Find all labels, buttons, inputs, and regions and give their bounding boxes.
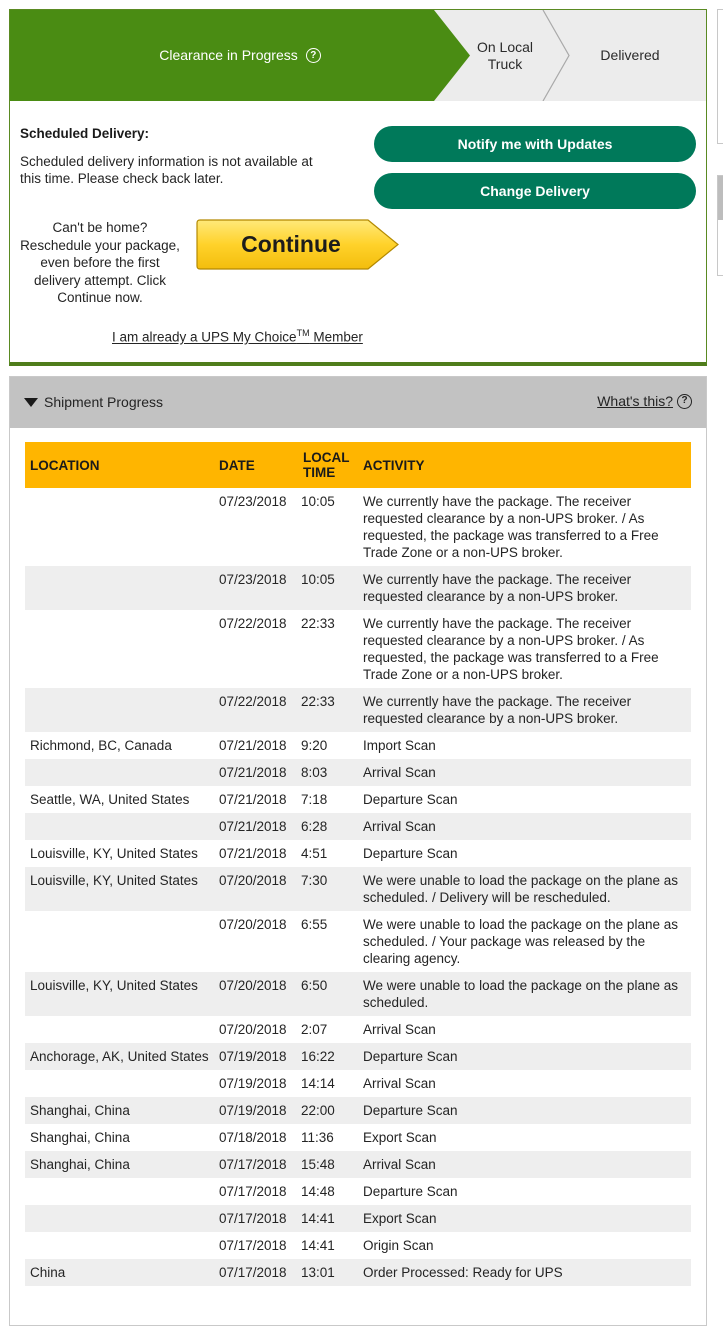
- cell-location: [25, 1205, 214, 1232]
- cell-activity: Export Scan: [363, 1130, 437, 1145]
- scheduled-delivery-title: Scheduled Delivery:: [20, 126, 150, 141]
- table-row: [25, 1178, 691, 1205]
- cell-time: 14:14: [301, 1076, 335, 1091]
- table-row: [25, 688, 691, 732]
- table-row: [25, 1097, 691, 1124]
- cell-activity: Arrival Scan: [358, 1151, 691, 1178]
- cell-date: 07/21/2018: [219, 738, 287, 753]
- cell-activity: We were unable to load the package on the plane as scheduled. / Delivery will be rescheduled.: [358, 867, 691, 911]
- cell-date: 07/20/2018: [214, 972, 298, 1016]
- cell-activity: Arrival Scan: [363, 1076, 436, 1091]
- table-row: [25, 488, 691, 566]
- continue-button[interactable]: [196, 219, 400, 271]
- table-row: [25, 566, 691, 610]
- cell-activity: Arrival Scan: [363, 1022, 436, 1037]
- cell-time: 14:41: [301, 1238, 335, 1253]
- cell-date: 07/17/2018: [214, 1205, 298, 1232]
- delivery-status-card: [9, 9, 707, 366]
- cell-time: 10:05: [301, 494, 335, 509]
- cell-location: China: [25, 1259, 214, 1286]
- cell-time: 8:03: [298, 759, 358, 786]
- delivery-progress-bar: [10, 10, 706, 101]
- table-row: [25, 840, 691, 867]
- column-header-time: TIME: [303, 465, 336, 480]
- table-row: [25, 1205, 691, 1232]
- continue-label: Continue: [241, 230, 341, 257]
- cell-activity: We currently have the package. The receiver requested clearance by a non-UPS broker.: [358, 688, 691, 732]
- reschedule-promo-text: Can't be home? Reschedule your package, even before the first delivery attempt. Click Continue now.: [20, 220, 180, 305]
- help-icon[interactable]: ?: [306, 48, 321, 63]
- cell-date: 07/18/2018: [219, 1130, 287, 1145]
- cell-activity: We currently have the package. The receiver requested clearance by a non-UPS broker.: [358, 566, 691, 610]
- table-row: [25, 1016, 691, 1043]
- shipment-progress-table: [25, 442, 691, 1286]
- cell-location: Louisville, KY, United States: [25, 972, 214, 1016]
- cell-location: Richmond, BC, Canada: [30, 738, 172, 753]
- cell-activity: Import Scan: [363, 738, 436, 753]
- cell-time: 13:01: [298, 1259, 358, 1286]
- cell-location: [25, 610, 214, 688]
- cell-date: 07/19/2018: [219, 1076, 287, 1091]
- shipment-progress-header: [10, 377, 706, 428]
- cell-date: 07/17/2018: [219, 1238, 287, 1253]
- cell-time: 6:28: [298, 813, 358, 840]
- mychoice-link-text: I am already a UPS My Choice: [112, 329, 297, 345]
- cell-date: 07/21/2018: [214, 813, 298, 840]
- cell-time: 22:00: [298, 1097, 358, 1124]
- cell-time: 2:07: [301, 1022, 328, 1037]
- step-truck-label: On Local Truck: [476, 38, 534, 72]
- cell-time: 9:20: [301, 738, 328, 753]
- cell-date: 07/17/2018: [214, 1259, 298, 1286]
- step-clearance-label: Clearance in Progress: [159, 47, 298, 63]
- cell-location: Shanghai, China: [30, 1130, 130, 1145]
- cell-date: 07/21/2018: [219, 792, 287, 807]
- table-row: [25, 972, 691, 1016]
- cell-date: 07/19/2018: [214, 1097, 298, 1124]
- cell-time: 10:05: [298, 566, 358, 610]
- cell-date: 07/23/2018: [219, 494, 287, 509]
- cell-location: [25, 759, 214, 786]
- cell-time: 4:51: [301, 846, 328, 861]
- shipment-progress-toggle[interactable]: [24, 394, 163, 410]
- cell-activity: Departure Scan: [363, 1184, 458, 1199]
- table-row: [25, 911, 691, 972]
- cell-location: [25, 1232, 214, 1259]
- cell-date: 07/20/2018: [214, 867, 298, 911]
- cell-date: 07/19/2018: [214, 1043, 298, 1070]
- step-delivered: [570, 10, 690, 101]
- column-header-date: DATE: [214, 442, 298, 488]
- cell-date: 07/20/2018: [219, 917, 287, 932]
- whats-this-link[interactable]: [597, 393, 692, 409]
- table-header-row: [25, 442, 691, 488]
- whats-this-label: What's this?: [597, 393, 673, 409]
- cell-activity: We currently have the package. The receiver requested clearance by a non-UPS broker. / As requested, the package was transferred to a Free Trade Zone or a non-UPS broker.: [363, 616, 659, 682]
- cell-time: 6:55: [301, 917, 328, 932]
- table-row: [25, 1043, 691, 1070]
- table-row: [25, 1259, 691, 1286]
- collapse-triangle-icon: [24, 398, 38, 407]
- cell-activity: Origin Scan: [363, 1238, 434, 1253]
- table-row: [25, 732, 691, 759]
- cell-location: [25, 1178, 214, 1205]
- cell-activity: Arrival Scan: [358, 813, 691, 840]
- cell-location: [25, 813, 214, 840]
- cell-date: 07/17/2018: [219, 1184, 287, 1199]
- cell-date: 07/22/2018: [214, 688, 298, 732]
- cell-activity: We currently have the package. The receiver requested clearance by a non-UPS broker. / As requested, the package was transferred to a Free Trade Zone or a non-UPS broker.: [363, 494, 659, 560]
- cell-date: 07/22/2018: [219, 616, 287, 631]
- cell-activity: Departure Scan: [358, 1043, 691, 1070]
- help-icon: ?: [677, 394, 692, 409]
- cell-time: 7:18: [301, 792, 328, 807]
- shipment-progress-panel: [9, 376, 707, 1326]
- table-row: [25, 813, 691, 840]
- table-row: [25, 867, 691, 911]
- cell-date: 07/20/2018: [219, 1022, 287, 1037]
- cell-date: 07/23/2018: [214, 566, 298, 610]
- cell-location: Louisville, KY, United States: [25, 867, 214, 911]
- cell-time: 14:41: [298, 1205, 358, 1232]
- cell-time: 11:36: [301, 1130, 334, 1145]
- cell-location: [25, 688, 214, 732]
- cell-location: [25, 566, 214, 610]
- step-delivered-label: Delivered: [600, 47, 660, 63]
- cell-time: 6:50: [298, 972, 358, 1016]
- cell-location: [25, 911, 214, 972]
- cell-activity: Departure Scan: [358, 1097, 691, 1124]
- cell-activity: Departure Scan: [363, 792, 458, 807]
- column-header-location: LOCATION: [25, 442, 214, 488]
- cell-activity: Departure Scan: [363, 846, 458, 861]
- cell-activity: We were unable to load the package on the plane as scheduled. / Your package was released by the clearing agency.: [363, 917, 678, 966]
- scheduled-delivery-text: Scheduled delivery information is not available at this time. Please check back later.: [20, 154, 313, 186]
- mychoice-link-suffix: Member: [309, 329, 363, 345]
- cell-location: Shanghai, China: [25, 1151, 214, 1178]
- cell-time: 15:48: [298, 1151, 358, 1178]
- cell-location: Louisville, KY, United States: [30, 846, 198, 861]
- cell-activity: Export Scan: [358, 1205, 691, 1232]
- mychoice-member-link[interactable]: [112, 328, 363, 345]
- cell-time: 22:33: [301, 616, 335, 631]
- side-panel-edge: [717, 9, 723, 144]
- change-delivery-button[interactable]: Change Delivery: [374, 173, 696, 209]
- table-row: [25, 786, 691, 813]
- trademark-mark: TM: [296, 328, 310, 338]
- column-header-activity: ACTIVITY: [358, 442, 691, 488]
- side-panel-edge-lower: [717, 175, 723, 276]
- cell-time: 22:33: [298, 688, 358, 732]
- column-header-local: LOCAL: [303, 450, 350, 465]
- cell-activity: Order Processed: Ready for UPS: [358, 1259, 691, 1286]
- shipment-progress-title: Shipment Progress: [44, 394, 164, 410]
- table-row: [25, 1232, 691, 1259]
- cell-location: [25, 1016, 214, 1043]
- cell-location: Shanghai, China: [25, 1097, 214, 1124]
- step-on-local-truck: [465, 10, 545, 101]
- table-row: [25, 759, 691, 786]
- cell-date: 07/21/2018: [214, 759, 298, 786]
- cell-location: Anchorage, AK, United States: [25, 1043, 214, 1070]
- table-row: [25, 1070, 691, 1097]
- cell-location: Seattle, WA, United States: [30, 792, 190, 807]
- cell-time: 7:30: [298, 867, 358, 911]
- table-row: [25, 1124, 691, 1151]
- notify-updates-button[interactable]: Notify me with Updates: [374, 126, 696, 162]
- cell-activity: We were unable to load the package on the plane as scheduled.: [358, 972, 691, 1016]
- table-row: [25, 1151, 691, 1178]
- step-clearance: [10, 10, 470, 101]
- cell-date: 07/17/2018: [214, 1151, 298, 1178]
- cell-location: [25, 1070, 214, 1097]
- column-header-local-time: [298, 442, 358, 488]
- cell-activity: Arrival Scan: [358, 759, 691, 786]
- table-row: [25, 610, 691, 688]
- cell-location: [25, 488, 214, 566]
- cell-time: 14:48: [301, 1184, 335, 1199]
- cell-time: 16:22: [298, 1043, 358, 1070]
- shipment-progress-rows: [25, 488, 691, 1286]
- cell-date: 07/21/2018: [219, 846, 287, 861]
